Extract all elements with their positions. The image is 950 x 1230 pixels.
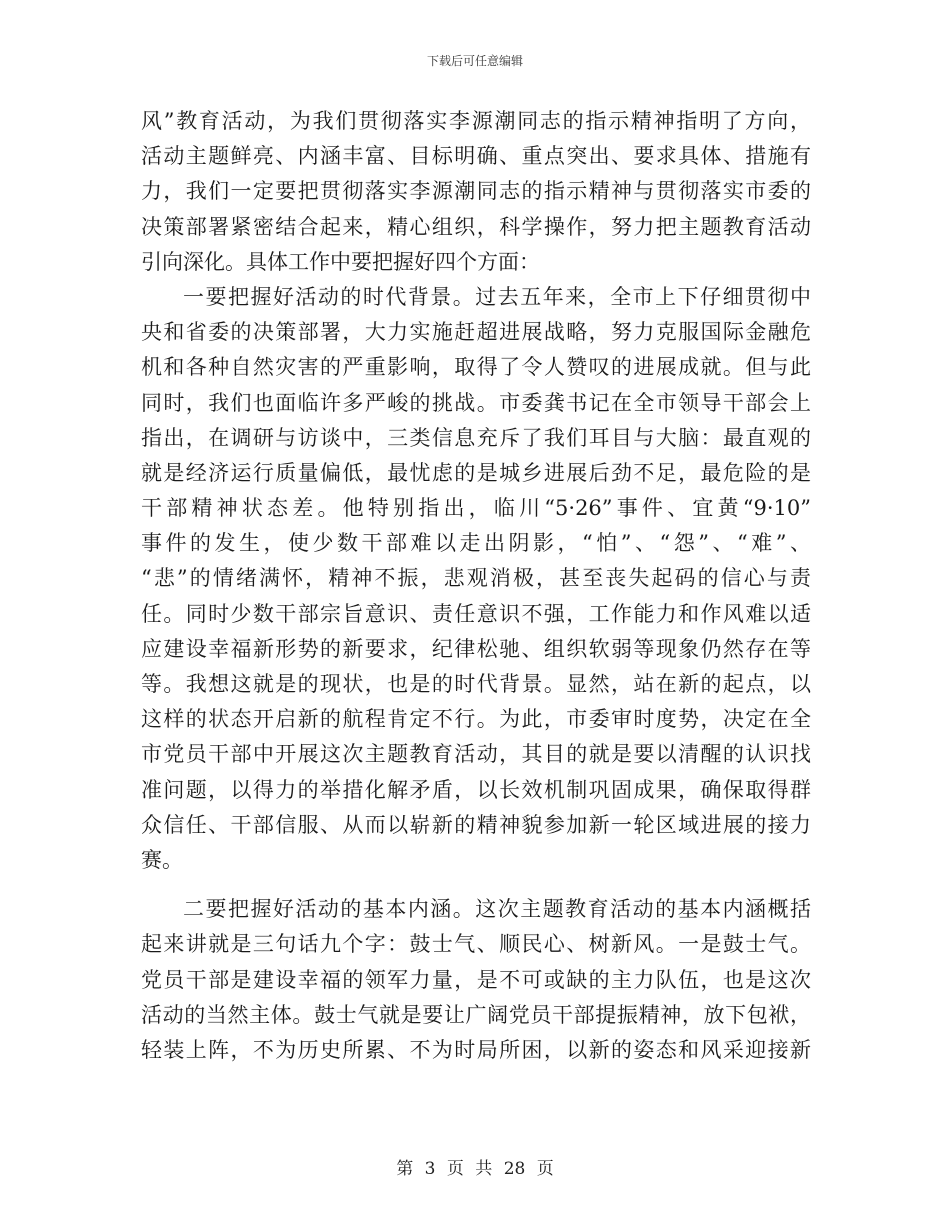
text-line: 就是经济运行质量偏低，最忧虑的是城乡进展后劲不足，最危险的是: [141, 460, 811, 485]
text-line: 众信任、干部信服、从而以崭新的精神貌参加新一轮区域进展的接力: [141, 812, 811, 837]
text-line: 引向深化。具体工作中要把握好四个方面：: [141, 249, 540, 274]
text-line: 事件的发生，使少数干部难以走出阴影，“怕”、“怨”、“难”、: [141, 531, 811, 556]
text-line: 起来讲就是三句话九个字：鼓士气、顺民心、树新风。一是鼓士气。: [141, 932, 811, 957]
paragraph-spacer: [141, 878, 811, 892]
text-line: 任。同时少数干部宗旨意识、责任意识不强，工作能力和作风难以适: [141, 601, 811, 626]
text-line: 二要把握好活动的基本内涵。这次主题教育活动的基本内涵概括: [183, 897, 811, 922]
text-line: 活动主题鲜亮、内涵丰富、目标明确、重点突出、要求具体、措施有: [141, 144, 811, 169]
page-header: 下载后可任意编辑: [426, 54, 523, 68]
text-line: 同时，我们也面临许多严峻的挑战。市委龚书记在全市领导干部会上: [141, 390, 811, 415]
text-line: 党员干部是建设幸福的领军力量，是不可或缺的主力队伍，也是这次: [141, 967, 811, 992]
text-line: 轻装上阵，不为历史所累、不为时局所困，以新的姿态和风采迎接新: [141, 1037, 811, 1062]
text-line: 机和各种自然灾害的严重影响，取得了令人赞叹的进展成就。但与此: [141, 355, 811, 380]
text-line: “悲”的情绪满怀，精神不振，悲观消极，甚至丧失起码的信心与责: [141, 566, 811, 591]
text-line: 力，我们一定要把贯彻落实李源潮同志的指示精神与贯彻落实市委的: [141, 179, 811, 204]
document-body: [141, 104, 811, 1068]
text-line: 赛。: [141, 847, 183, 872]
text-line: 决策部署紧密结合起来，精心组织，科学操作，努力把主题教育活动: [141, 214, 811, 239]
page-number-footer: 第 3 页 共 28 页: [396, 1159, 554, 1179]
paragraph: [141, 280, 811, 878]
text-line: 风”教育活动，为我们贯彻落实李源潮同志的指示精神指明了方向，: [141, 109, 811, 133]
text-line: 等。我想这就是的现状，也是的时代背景。显然，站在新的起点，以: [141, 672, 811, 696]
text-line: 应建设幸福新形势的新要求，纪律松驰、组织软弱等现象仍然存在等: [141, 636, 811, 661]
paragraph: [141, 104, 811, 280]
text-line: 一要把握好活动的时代背景。过去五年来，全市上下仔细贯彻中: [183, 284, 811, 309]
text-line: 市党员干部中开展这次主题教育活动，其目的就是要以清醒的认识找: [141, 742, 811, 767]
text-line: 干部精神状态差。他特别指出，临川“5·26”事件、宜黄“9·10”: [141, 496, 811, 521]
text-line: 这样的状态开启新的航程肯定不行。为此，市委审时度势，决定在全: [141, 707, 811, 732]
paragraph: [141, 892, 811, 1068]
text-line: 活动的当然主体。鼓士气就是要让广阔党员干部提振精神，放下包袱，: [141, 1002, 811, 1027]
text-line: 央和省委的决策部署，大力实施赶超进展战略，努力克服国际金融危: [141, 320, 811, 345]
text-line: 准问题，以得力的举措化解矛盾，以长效机制巩固成果，确保取得群: [141, 777, 811, 802]
text-line: 指出，在调研与访谈中，三类信息充斥了我们耳目与大脑：最直观的: [141, 425, 811, 450]
